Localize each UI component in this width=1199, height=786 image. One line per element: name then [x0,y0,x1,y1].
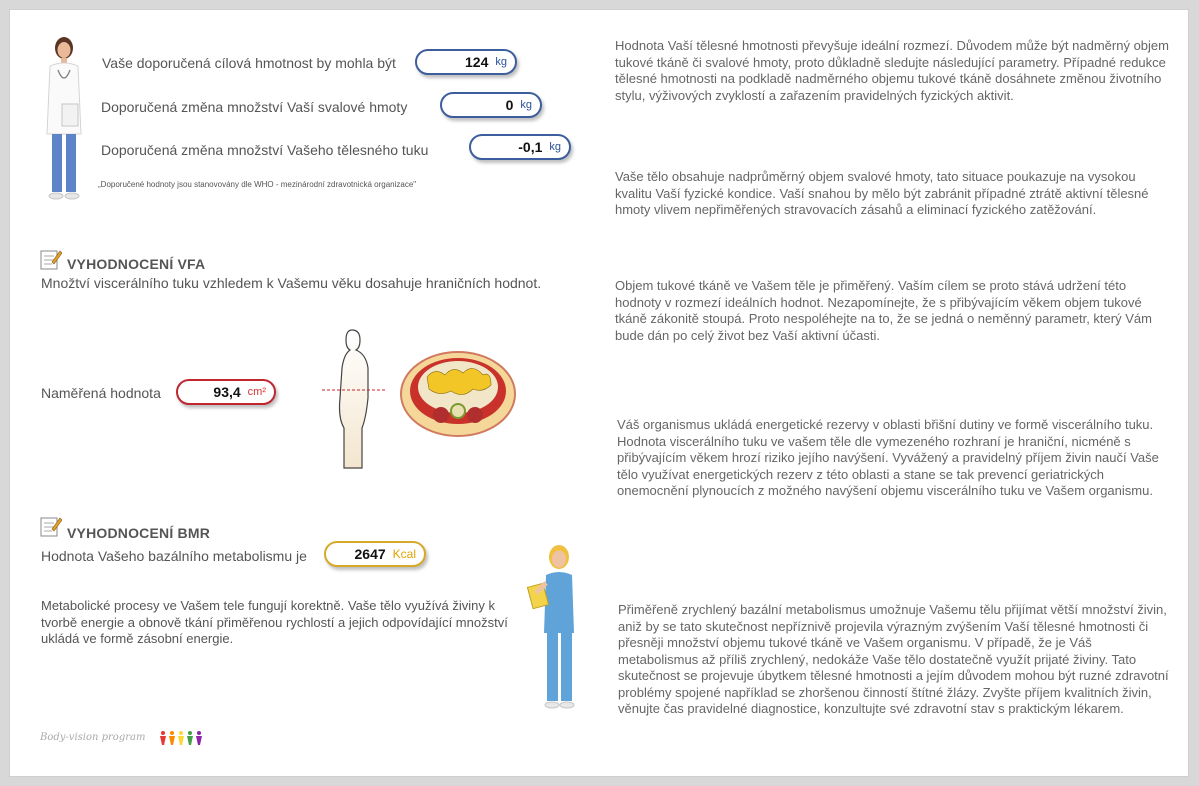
vfa-measured-label: Naměřená hodnota [41,385,161,401]
brand-name: Body-vision program [40,732,146,743]
vfa-subtitle: Množtví viscerálního tuku vzhledem k Vašemu věku dosahuje hraničních hodnot. [41,275,542,291]
nurse-figure [526,543,584,713]
abdominal-cross-section [399,349,517,439]
muscle-change-field [440,92,542,118]
vfa-assessment-text: Váš organismus ukládá energetické rezervy v oblasti břišní dutiny ve formě viscerálního tuku. Hodnota viscerálního tuku ve vašem těle dle vymezeného rozhraní je hraniční, nicméně s přibývajícím věkem hrozí riziko jejího navýšení. Vyvážený a pravidelný příjem živin naučí Vaše tělo využívat energetických rezerv z této oblasti a stane se tak prevencí geriatrických onemocnění plynoucích z možného navýšení objemu viscerálního tuku ve Vašem organismu. [617,417,1159,498]
vfa-value-field [176,379,276,405]
target-weight-unit: kg [495,56,507,68]
vfa-heading: VYHODNOCENÍ VFA [67,256,206,272]
vfa-value: 93,4 [213,384,241,400]
weight-assessment-text: Hodnota Vaší tělesné hmotnosti převyšuje ideální rozmezí. Důvodem může být nadměrný objem tukové tkáně či svalové hmoty, proto důkladně sledujte následující parametry. Případné redukce tělesné hmotnosti na podkladě nadměrného objemu tukové tkáně dosáhnete změnou životního stylu, výživových zvyklostí a zařazením pravidelných fyzických aktivit. [615,38,1169,103]
fat-change-label: Doporučená změna množství Vašeho tělesného tuku [101,142,429,158]
bmr-value: 2647 [354,546,386,562]
notepad-icon [40,248,62,270]
doctor-female-figure [40,34,88,204]
muscle-assessment-text: Vaše tělo obsahuje nadprůměrný objem svalové hmoty, tato situace poukazuje na vysokou kvalitu Vaší fyzické kondice. Vaší snahou by mělo být zabránit případné ztrátě aktivní tělesné hmoty vlivem nepřiměřených stravovacích zásahů a eliminací fyzického zatěžování. [615,169,1149,217]
target-weight-label: Vaše doporučená cílová hmotnost by mohla být [102,55,396,71]
fat-change-value: -0,1 [518,139,543,155]
muscle-change-unit: kg [520,99,532,111]
bmr-value-field [324,541,426,567]
bmr-heading: VYHODNOCENÍ BMR [67,525,211,541]
body-silhouette-icon [322,328,387,473]
target-weight-field [415,49,517,75]
bmr-label: Hodnota Vašeho bazálního metabolismu je [41,548,307,564]
muscle-change-value: 0 [505,97,514,113]
report-page [10,10,1188,776]
bmr-text: Metabolické procesy ve Vašem tele fungují korektně. Vaše tělo využívá živiny k tvorbě energie a obnově tkání přiměřenou rychlostí a jejich odpovídající množství ukládá ve formě zásobní energie. [41,598,508,646]
fat-change-field [469,134,571,160]
target-weight-value: 124 [465,54,489,70]
people-logo-icon [159,730,207,746]
muscle-change-label: Doporučená změna množství Vaší svalové hmoty [101,99,408,115]
notepad-icon [40,515,62,537]
fat-assessment-text: Objem tukové tkáně ve Vašem těle je přiměřený. Vaším cílem se proto stává udržení této hodnoty v rozmezí ideálních hodnot. Nezapomínejte, že s přibývajícím věkem objem tukové tkáně zákonitě stoupá. Proto nespoléhejte na to, že se jedná o neměnný parametr, který Vám bude dán po celý život bez Vaší aktivní účasti. [615,278,1152,343]
bmr-assessment-text: Přiměřeně zrychlený bazální metabolismus umožnuje Vašemu tělu přijímat větší množství živin, aniž by se tato skutečnost nepříznivě projevila výrazným zvýšením Vaší tělesné hmotnosti či přesněji množství objemu tukové tkáně ve Vašem organismu. V případě, že je Váš metabolismus až příliš zrychlený, nedokáže Vaše tělo dostatečně využít prijaté živiny. Tato skutečnost se projevuje úbytkem tělesné hmotnosti a jejím důvodem mohou být ruzné zdravotní problémy spojené například se zhoršenou činností štítné žlázy. Zvyšte příjem kvalitních živin, věnujte čas pravidelné diagnostice, konzultujte své zdravotní stav s praktickým lékarem. [618,602,1169,716]
vfa-unit: cm² [247,386,266,398]
fat-change-unit: kg [549,141,561,153]
bmr-unit: Kcal [392,547,416,561]
who-note: „Doporučené hodnoty jsou stanovovány dle WHO - mezinárodní zdravotnická organizace" [98,180,417,189]
